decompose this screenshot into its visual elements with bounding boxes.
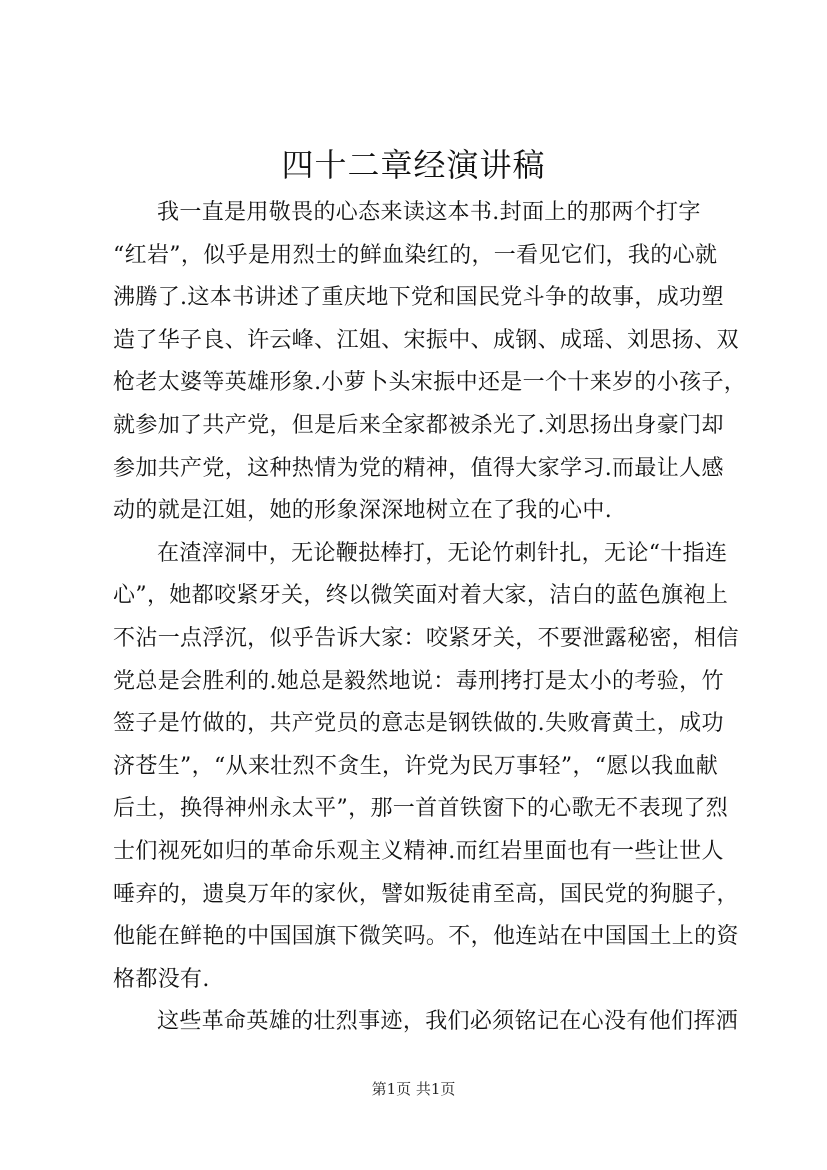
paragraph-1-line-7: 参加共产党，这种热情为党的精神，值得大家学习.而最让人感	[113, 455, 724, 481]
page-number-footer: 第1页 共1页	[371, 1080, 456, 1098]
paragraph-2-line-8: 士们视死如归的革命乐观主义精神.而红岩里面也有一些让世人	[113, 838, 724, 864]
document-body	[113, 192, 747, 1044]
paragraph-2-line-11: 格都没有.	[113, 966, 210, 992]
paragraph-2-line-3: 不沾一点浮沉，似乎告诉大家：咬紧牙关，不要泄露秘密，相信	[113, 625, 739, 651]
paragraph-1-line-1: 我一直是用敬畏的心态来读这本书.封面上的那两个打字	[157, 200, 701, 225]
paragraph-1-line-6: 就参加了共产党，但是后来全家都被杀光了.刘思扬出身豪门却	[113, 412, 724, 438]
paragraph-2-line-4: 党总是会胜利的.她总是毅然地说：毒刑拷打是太小的考验，竹	[113, 668, 724, 694]
paragraph-3-line-1: 这些革命英雄的壮烈事迹，我们必须铭记在心没有他们挥洒	[157, 1009, 739, 1035]
paragraph-2-line-2: 心”，她都咬紧牙关，终以微笑面对着大家，洁白的蓝色旗袍上	[113, 583, 729, 609]
paragraph-2-line-10: 他能在鲜艳的中国国旗下微笑吗。不，他连站在中国国土上的资	[113, 924, 739, 950]
paragraph-2-line-1: 在渣滓洞中，无论鞭挞棒打，无论竹刺针扎，无论“十指连	[157, 540, 728, 566]
paragraph-2-line-5: 签子是竹做的，共产党员的意志是钢铁做的.失败膏黄土，成功	[113, 711, 724, 737]
paragraph-2-line-7: 后土，换得神州永太平”，那一首首铁窗下的心歌无不表现了烈	[113, 796, 729, 822]
paragraph-1-line-3: 沸腾了.这本书讲述了重庆地下党和国民党斗争的故事，成功塑	[113, 285, 724, 311]
paragraph-2-line-9: 唾弃的，遗臭万年的家伙，譬如叛徒甫至高，国民党的狗腿子，	[113, 881, 739, 907]
paragraph-1-line-2: “红岩”，似乎是用烈士的鲜血染红的，一看见它们，我的心就	[113, 242, 718, 268]
paragraph-1-line-5: 枪老太婆等英雄形象.小萝卜头宋振中还是一个十来岁的小孩子，	[113, 370, 747, 396]
paragraph-1-line-8: 动的就是江姐，她的形象深深地树立在了我的心中.	[113, 498, 613, 524]
paragraph-2-line-6: 济苍生”，“从来壮烈不贪生，许党为民万事轻”，“愿以我血献	[113, 753, 719, 779]
document-title: 四十二章经演讲稿	[281, 146, 546, 184]
paragraph-1-line-4: 造了华子良、许云峰、江姐、宋振中、成钢、成瑶、刘思扬、双	[113, 327, 739, 353]
